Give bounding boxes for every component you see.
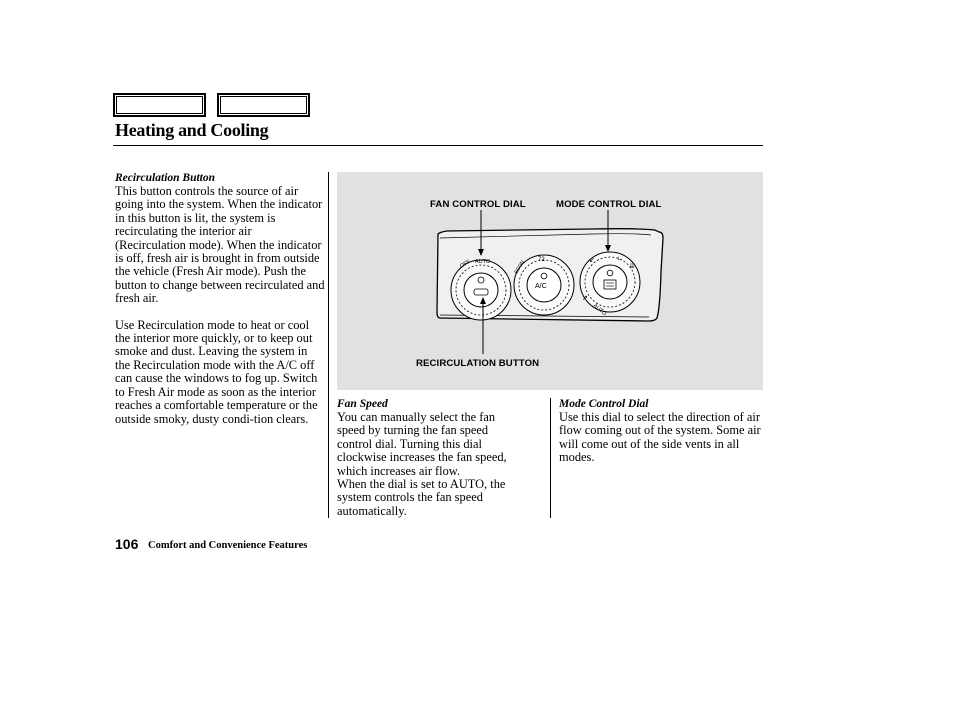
fan-speed-line: system controls the fan speed bbox=[337, 490, 483, 505]
fan-dial-icon bbox=[451, 259, 511, 320]
fan-speed-heading: Fan Speed bbox=[337, 398, 388, 410]
recirculation-paragraph-2: Use Recirculation mode to heat or cool the interior more quickly, or to keep out smoke and dust. Leaving the system in the Recirculation mode with the A/C off can cause the windows to fog up. Switch to Fresh Air mode as soon as the interior reaches a comfortable temperature or the outside smoky, dusty condi-tion clears. bbox=[115, 317, 318, 426]
ac-label: A/C bbox=[535, 283, 547, 290]
svg-text:⇊: ⇊ bbox=[629, 263, 635, 270]
fan-speed-paragraph bbox=[337, 411, 537, 518]
svg-text:↗: ↗ bbox=[582, 295, 588, 302]
fan-speed-line: which increases air flow. bbox=[337, 463, 461, 478]
previous-page-button[interactable] bbox=[113, 93, 206, 117]
fan-control-dial-label: FAN CONTROL DIAL bbox=[430, 199, 526, 210]
mode-auto-label: AUTO bbox=[591, 302, 608, 318]
temperature-dial-icon bbox=[514, 255, 574, 315]
recirculation-section bbox=[115, 172, 325, 426]
recirculation-button-label: RECIRCULATION BUTTON bbox=[416, 358, 540, 369]
svg-text:↓: ↓ bbox=[617, 255, 621, 262]
fan-off-label: OFF bbox=[459, 259, 472, 270]
fan-speed-line: When the dial is set to AUTO, the bbox=[337, 477, 506, 492]
fan-speed-line: automatically. bbox=[337, 503, 407, 518]
control-panel-drawing bbox=[337, 172, 763, 390]
climate-control-illustration bbox=[337, 172, 763, 390]
mode-control-dial-label: MODE CONTROL DIAL bbox=[556, 199, 662, 210]
mode-control-paragraph: Use this dial to select the direction of air flow coming out of the system. Some air will come out of the side vents in all modes. bbox=[559, 410, 761, 465]
recirculation-heading: Recirculation Button bbox=[115, 172, 216, 184]
svg-text:↙: ↙ bbox=[589, 257, 595, 264]
mode-control-heading: Mode Control Dial bbox=[559, 398, 649, 410]
section-title: Heating and Cooling bbox=[115, 120, 269, 140]
column-divider-right bbox=[550, 398, 551, 518]
column-divider-left bbox=[328, 172, 329, 518]
title-divider bbox=[113, 145, 763, 146]
fan-speed-line: clockwise increases the fan speed, bbox=[337, 450, 507, 465]
econ-label: ECON bbox=[513, 259, 526, 275]
footer-section-title: Comfort and Convenience Features bbox=[148, 540, 308, 551]
temperature-72-label: 72 bbox=[538, 257, 545, 263]
next-page-button[interactable] bbox=[217, 93, 310, 117]
recirculation-paragraph-1: This button controls the source of air going into the system. When the indicator in this button is lit, the system is recirculating the interior air (Recirculation mode). When the indicator is off, fresh air is brought in from outside the vehicle (Fresh Air mode). Push the button to change between recirculated and fresh air. bbox=[115, 184, 325, 306]
page-number: 106 bbox=[115, 536, 139, 552]
fan-speed-line: You can manually select the fan bbox=[337, 410, 496, 424]
fan-speed-line: speed by turning the fan speed bbox=[337, 423, 489, 438]
mode-control-section bbox=[559, 398, 769, 465]
fan-speed-section bbox=[337, 398, 537, 518]
fan-speed-line: control dial. Turning this dial bbox=[337, 436, 482, 451]
fan-auto-label: AUTO bbox=[475, 259, 491, 265]
